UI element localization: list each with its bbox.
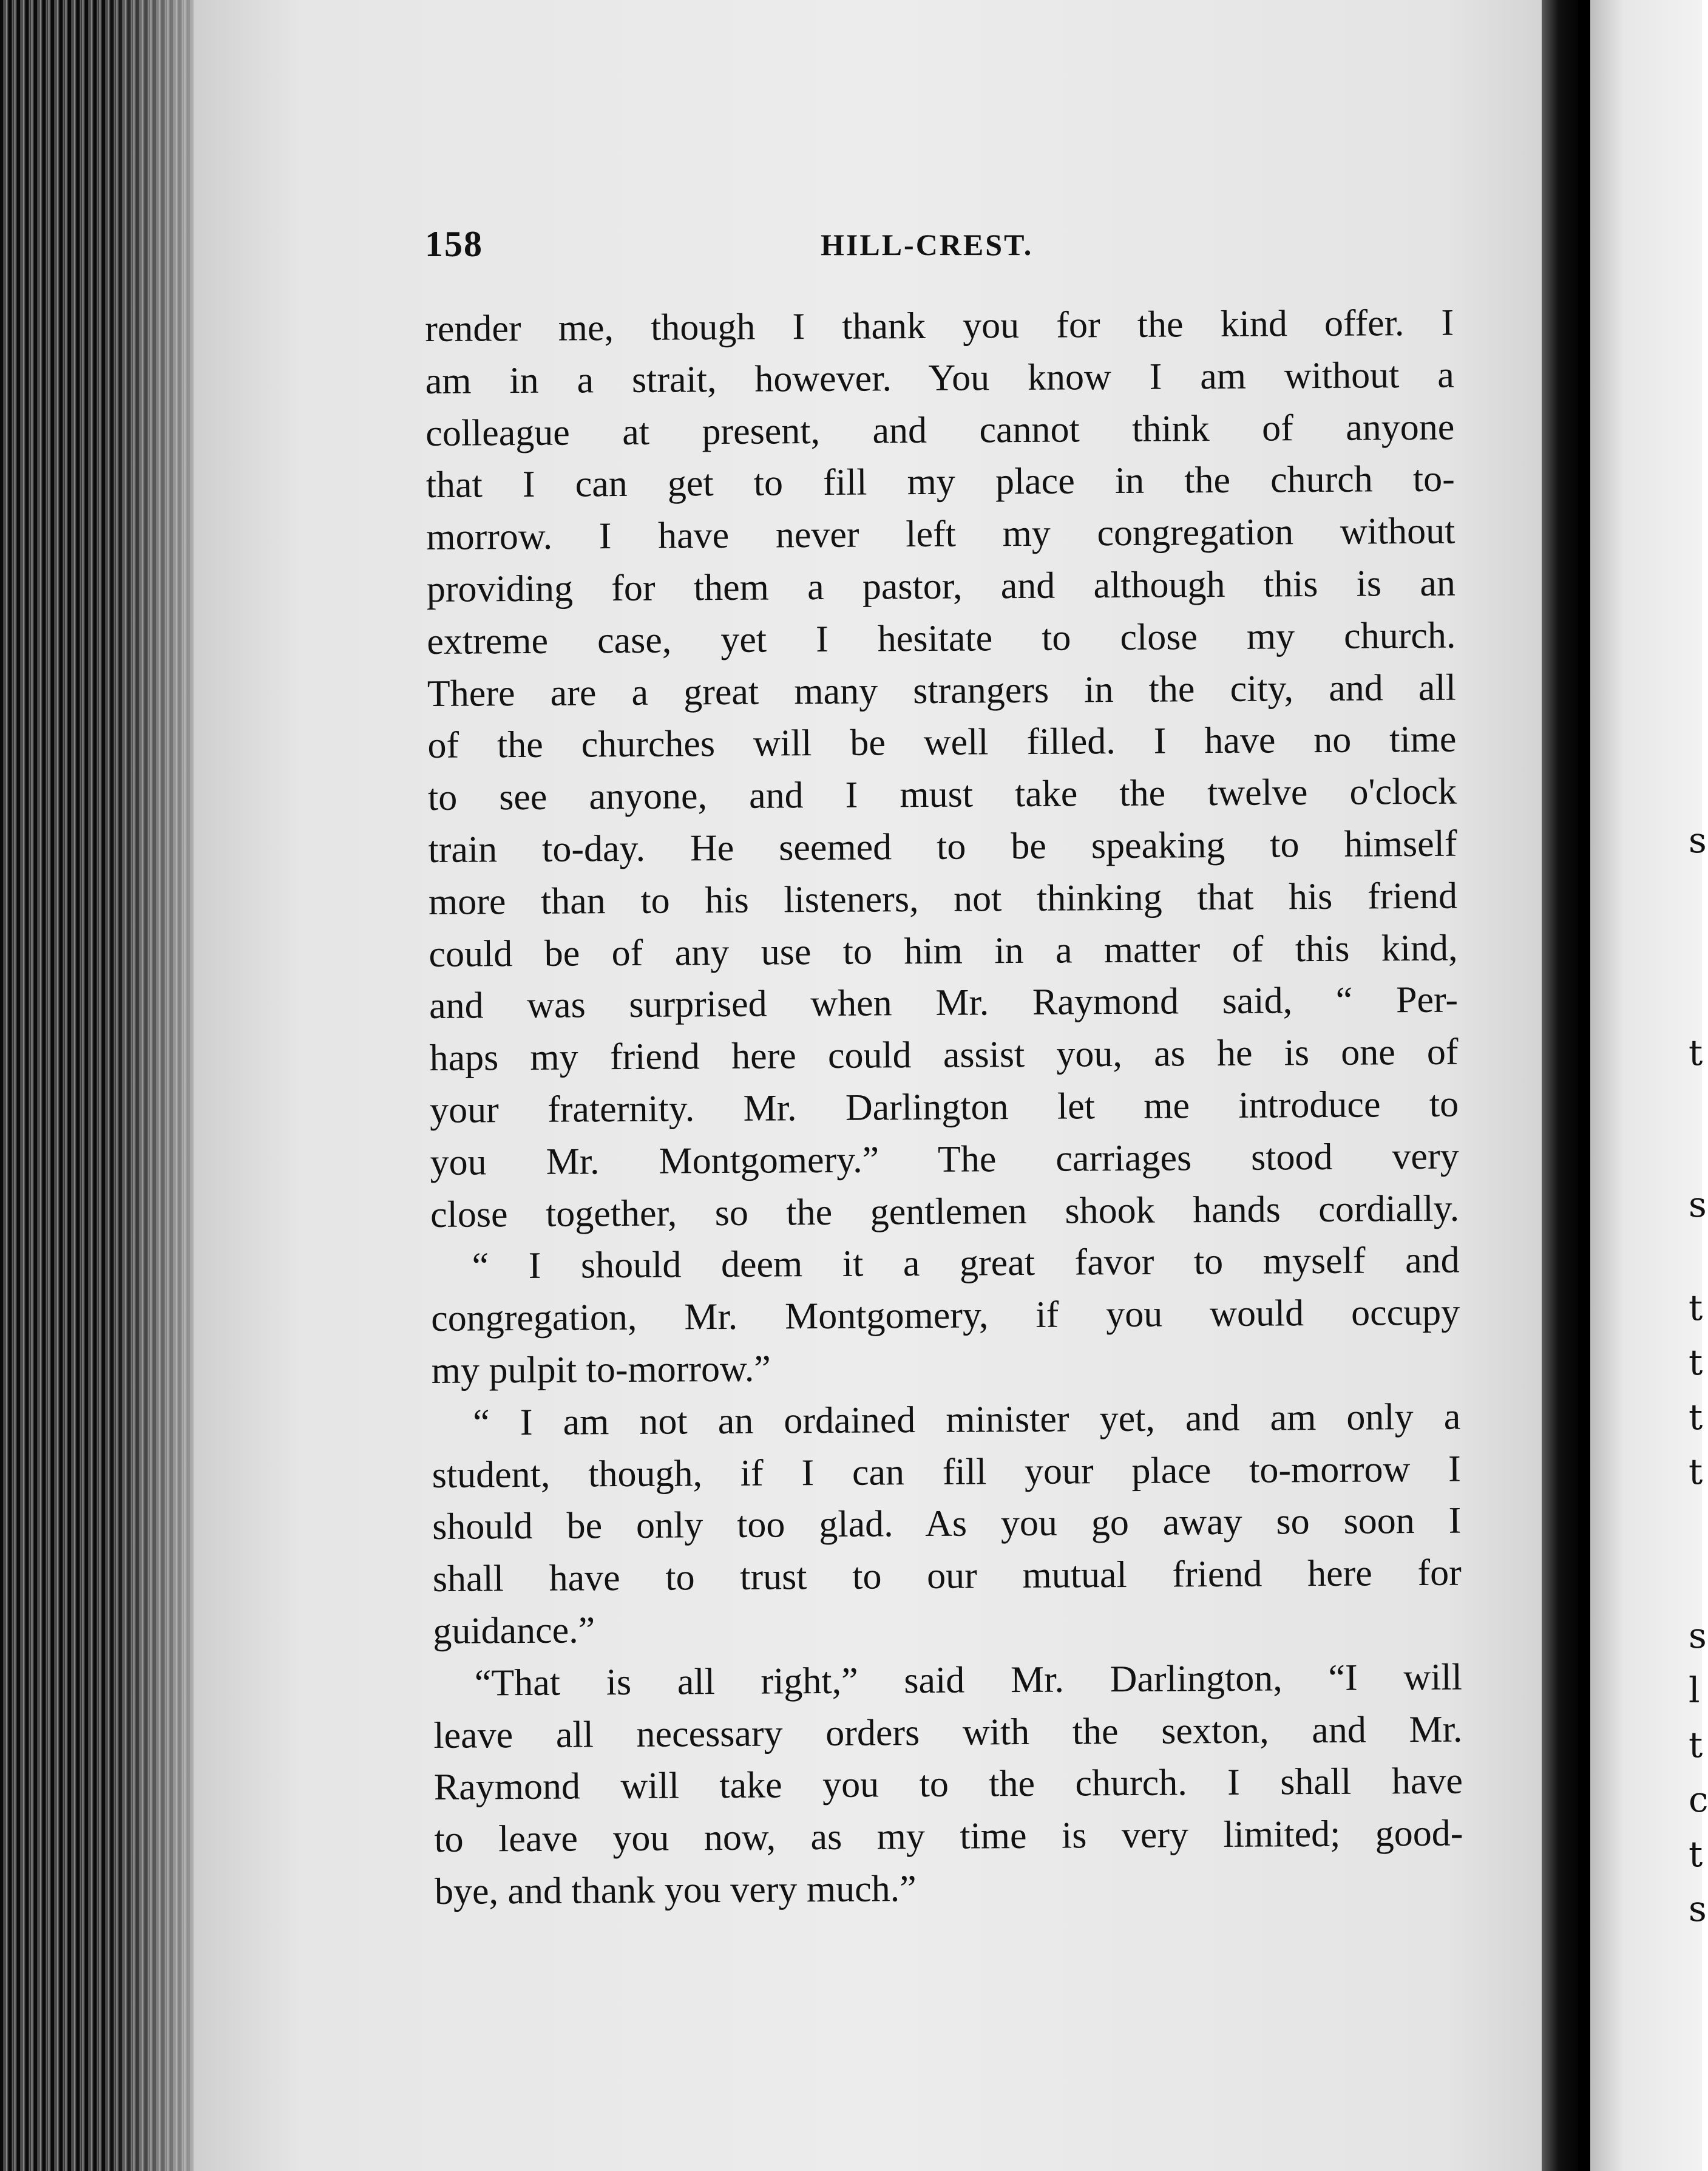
facing-fragment: s — [1689, 1888, 1707, 1929]
facing-fragment: t — [1689, 1833, 1703, 1875]
text-line: render me, though I thank you for the kind offer. I — [425, 302, 1454, 350]
text-line: and was surprised when Mr. Raymond said, “ Per- — [429, 979, 1459, 1027]
text-line: more than to his listeners, not thinking that his friend — [428, 875, 1458, 923]
text-line: of the churches will be well filled. I have no time — [427, 719, 1457, 767]
text-line: that I can get to fill my place in the church to- — [425, 458, 1456, 506]
text-line: bye, and thank you very much.” — [434, 1868, 917, 1912]
facing-fragment: t — [1689, 1451, 1703, 1492]
text-line: Raymond will take you to the church. I shall have — [433, 1760, 1463, 1809]
facing-fragment: s — [1689, 820, 1707, 861]
text-line: shall have to trust to our mutual friend here for — [432, 1552, 1462, 1600]
facing-fragment: t — [1689, 1032, 1703, 1073]
text-line: to leave you now, as my time is very limited; good- — [434, 1812, 1463, 1861]
text-line: There are a great many strangers in the city, and all — [427, 667, 1457, 715]
running-head-title: HILL-CREST. — [821, 228, 1034, 262]
text-line: “ I should deem it a great favor to myself and — [472, 1239, 1460, 1287]
text-line: student, though, if I can fill your place to-morrow I — [432, 1448, 1461, 1496]
text-line: you Mr. Montgomery.” The carriages stood very — [430, 1135, 1459, 1183]
facing-page — [1590, 0, 1702, 2171]
text-line: haps my friend here could assist you, as he is one of — [429, 1031, 1459, 1079]
facing-fragment: l — [1689, 1670, 1700, 1711]
text-line: guidance.” — [433, 1609, 595, 1652]
page-number: 158 — [425, 224, 483, 264]
facing-fragment: s — [1689, 1615, 1707, 1656]
facing-fragment: c — [1689, 1779, 1708, 1820]
facing-fragment: t — [1689, 1342, 1703, 1383]
text-line: train to-day. He seemed to be speaking to himself — [428, 823, 1457, 871]
running-head — [425, 223, 1105, 272]
text-line: my pulpit to-morrow.” — [431, 1348, 771, 1391]
gutter-fold — [1578, 0, 1590, 2171]
facing-fragment: t — [1689, 1724, 1703, 1765]
facing-fragment: s — [1689, 1184, 1707, 1225]
facing-fragment: t — [1689, 1287, 1703, 1328]
text-line: “ I am not an ordained minister yet, and am only a — [473, 1396, 1461, 1444]
text-line: could be of any use to him in a matter of this kind, — [429, 927, 1458, 975]
text-line: “That is all right,” said Mr. Darlington, “I will — [474, 1656, 1463, 1704]
body-text — [425, 297, 1463, 1918]
text-line: leave all necessary orders with the sexton, and Mr. — [433, 1708, 1463, 1756]
text-line: to see anyone, and I must take the twelve o'clock — [427, 770, 1457, 819]
text-line: morrow. I have never left my congregation without — [426, 510, 1456, 559]
text-line: providing for them a pastor, and although this is an — [426, 562, 1456, 610]
text-line: congregation, Mr. Montgomery, if you would occupy — [431, 1291, 1460, 1340]
facing-page-text — [1689, 0, 1708, 2171]
text-line: close together, so the gentlemen shook hands cordially. — [430, 1187, 1460, 1235]
text-line: should be only too glad. As you go away so soon I — [432, 1500, 1462, 1548]
text-line: your fraternity. Mr. Darlington let me introduce to — [429, 1083, 1459, 1131]
facing-fragment: t — [1689, 1396, 1703, 1438]
text-line: am in a strait, however. You know I am without a — [425, 354, 1454, 402]
text-line: colleague at present, and cannot think of anyone — [425, 406, 1455, 454]
text-line: extreme case, yet I hesitate to close my church. — [427, 614, 1456, 662]
